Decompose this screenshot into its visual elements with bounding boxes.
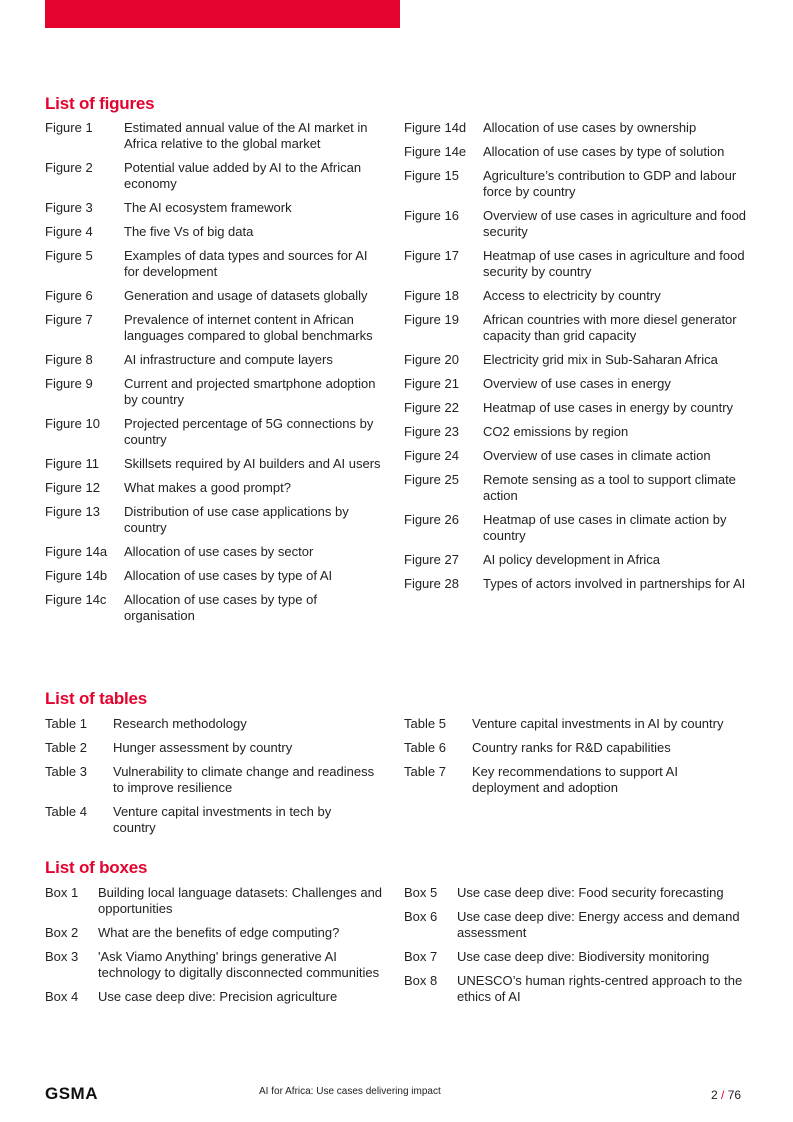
figure-entry-label: Figure 22 [404,400,459,415]
figure-entry-label: Figure 14d [404,120,467,135]
figure-entry-title: The five Vs of big data [124,224,254,239]
figure-entry-title: Generation and usage of datasets globally [124,288,368,303]
box-entry-title: Use case deep dive: Food security forecasting [457,885,724,900]
table-entry-label: Table 3 [45,764,87,779]
table-entry-label: Table 6 [404,740,446,755]
figure-entry-label: Figure 15 [404,168,459,183]
figure-entry-title: Agriculture’s contribution to GDP and labour force by country [483,168,737,199]
figure-entry-label: Figure 18 [404,288,459,303]
figure-entry-label: Figure 9 [45,376,93,391]
figure-entry-label: Figure 14a [45,544,108,559]
figure-entry-label: Figure 14c [45,592,107,607]
figure-entry-label: Figure 28 [404,576,459,591]
figure-entry-label: Figure 3 [45,200,93,215]
boxes-left-column [45,885,390,1013]
box-entry-label: Box 1 [45,885,79,900]
figure-entry-title: AI policy development in Africa [483,552,661,567]
figure-entry-title: Heatmap of use cases in agriculture and food security by country [483,248,745,279]
figure-entry[interactable] [45,120,385,152]
figure-entry-label: Figure 23 [404,424,459,439]
figure-entry-label: Figure 24 [404,448,459,463]
box-entry-label: Box 5 [404,885,438,900]
figure-entry[interactable] [45,200,385,216]
boxes-right-column [404,885,752,1013]
table-entry-label: Table 5 [404,716,446,731]
table-entry[interactable] [45,716,375,732]
box-entry[interactable] [45,885,390,917]
figure-entry-label: Figure 1 [45,120,93,135]
table-entry-title: Venture capital investments in AI by country [472,716,724,731]
figure-entry-title: Allocation of use cases by type of solution [483,144,725,159]
figure-entry-title: AI infrastructure and compute layers [124,352,333,367]
figure-entry[interactable] [404,144,752,160]
figure-entry-title: The AI ecosystem framework [124,200,292,215]
box-entry-label: Box 4 [45,989,79,1004]
box-entry-title: Building local language datasets: Challenges and opportunities [98,885,383,916]
box-entry-title: 'Ask Viamo Anything' brings generative AI technology to digitally disconnected communities [98,949,380,980]
figure-entry-title: Allocation of use cases by ownership [483,120,697,135]
figure-entry-title: Estimated annual value of the AI market in Africa relative to the global market [124,120,368,151]
box-entry[interactable] [404,909,752,941]
figure-entry-label: Figure 20 [404,352,459,367]
figure-entry-label: Figure 4 [45,224,93,239]
figure-entry[interactable] [45,248,385,280]
figure-entry[interactable] [45,312,385,344]
figure-entry[interactable] [404,208,752,240]
tables-right-column [404,716,734,804]
table-entry-label: Table 4 [45,804,87,819]
figure-entry-label: Figure 10 [45,416,100,431]
figure-entry-title: Prevalence of internet content in African languages compared to global benchmarks [124,312,373,343]
figure-entry-title: Current and projected smartphone adoption by country [124,376,376,407]
table-entry-title: Venture capital investments in tech by country [113,804,332,835]
figure-entry-title: Allocation of use cases by type of AI [124,568,333,583]
table-entry-label: Table 2 [45,740,87,755]
figure-entry[interactable] [45,456,385,472]
box-entry-title: UNESCO’s human rights-centred approach to the ethics of AI [457,973,743,1004]
figure-entry-title: What makes a good prompt? [124,480,291,495]
figure-entry[interactable] [404,288,752,304]
figure-entry-title: Examples of data types and sources for AI for development [124,248,368,279]
box-entry[interactable] [45,949,390,981]
figure-entry[interactable] [45,480,385,496]
table-entry[interactable] [404,740,734,756]
figure-entry[interactable] [404,552,752,568]
figure-entry-title: Allocation of use cases by sector [124,544,314,559]
figure-entry-label: Figure 27 [404,552,459,567]
box-entry[interactable] [404,973,752,1005]
box-entry-label: Box 3 [45,949,79,964]
figure-entry-title: Potential value added by AI to the African economy [124,160,362,191]
table-entry-title: Key recommendations to support AI deployment and adoption [472,764,678,795]
figure-entry[interactable] [45,288,385,304]
figure-entry[interactable] [404,248,752,280]
figures-section-title: List of figures [45,94,155,113]
box-entry-label: Box 8 [404,973,438,988]
figure-entry-title: Overview of use cases in energy [483,376,671,391]
box-entry[interactable] [404,949,752,965]
box-entry[interactable] [45,925,390,941]
figure-entry[interactable] [45,416,385,448]
figure-entry-title: Access to electricity by country [483,288,661,303]
figure-entry[interactable] [404,312,752,344]
figure-entry-title: Distribution of use case applications by country [124,504,349,535]
figure-entry-label: Figure 26 [404,512,459,527]
figure-entry[interactable] [404,352,752,368]
box-entry-title: Use case deep dive: Energy access and demand assessment [457,909,740,940]
table-entry-label: Table 1 [45,716,87,731]
table-entry[interactable] [45,764,375,796]
figure-entry[interactable] [404,512,752,544]
figure-entry-label: Figure 16 [404,208,459,223]
figure-entry[interactable] [45,592,385,624]
figure-entry-title: Electricity grid mix in Sub-Saharan Africa [483,352,718,367]
figure-entry-label: Figure 2 [45,160,93,175]
figure-entry-title: African countries with more diesel generator capacity than grid capacity [483,312,737,343]
table-entry-title: Vulnerability to climate change and readiness to improve resilience [113,764,375,795]
figure-entry[interactable] [404,424,752,440]
box-entry-label: Box 2 [45,925,79,940]
table-entry[interactable] [45,740,375,756]
figure-entry-label: Figure 17 [404,248,459,263]
figure-entry[interactable] [45,376,385,408]
figure-entry[interactable] [45,352,385,368]
box-entry-label: Box 6 [404,909,438,924]
box-entry-label: Box 7 [404,949,438,964]
figure-entry-label: Figure 14b [45,568,108,583]
gsma-logo [45,1085,121,1101]
figure-entry-title: Overview of use cases in climate action [483,448,711,463]
figure-entry[interactable] [404,576,752,592]
figure-entry-label: Figure 11 [45,456,99,471]
box-entry[interactable] [404,885,752,901]
figure-entry[interactable] [45,504,385,536]
figure-entry-title: Skillsets required by AI builders and AI users [124,456,381,471]
figure-entry-title: CO2 emissions by region [483,424,629,439]
table-entry[interactable] [404,764,734,796]
figure-entry-label: Figure 12 [45,480,100,495]
figure-entry[interactable] [404,448,752,464]
box-entry-title: Use case deep dive: Precision agriculture [98,989,338,1004]
table-entry[interactable] [404,716,734,732]
figure-entry-label: Figure 8 [45,352,93,367]
figure-entry[interactable] [45,224,385,240]
figure-entry[interactable] [404,376,752,392]
figure-entry[interactable] [404,400,752,416]
figure-entry-label: Figure 14e [404,144,467,159]
figure-entry-label: Figure 5 [45,248,93,263]
figure-entry-label: Figure 6 [45,288,93,303]
table-entry-title: Country ranks for R&D capabilities [472,740,671,755]
header-accent-bar [45,0,400,28]
figure-entry-label: Figure 19 [404,312,459,327]
figure-entry-title: Heatmap of use cases in climate action by country [483,512,727,543]
tables-section-title: List of tables [45,689,148,708]
figure-entry-title: Heatmap of use cases in energy by country [483,400,734,415]
figure-entry[interactable] [404,168,752,200]
figures-left-column [45,120,385,632]
table-entry-label: Table 7 [404,764,446,779]
table-entry-title: Research methodology [113,716,247,731]
table-entry-title: Hunger assessment by country [113,740,293,755]
figure-entry-label: Figure 21 [404,376,459,391]
figure-entry[interactable] [404,120,752,136]
figure-entry-title: Allocation of use cases by type of organisation [124,592,317,623]
figure-entry-title: Overview of use cases in agriculture and food security [483,208,747,239]
figure-entry[interactable] [45,160,385,192]
page-current: 2 [711,1088,718,1102]
figure-entry-title: Projected percentage of 5G connections by country [124,416,374,447]
box-entry-title: What are the benefits of edge computing? [98,925,340,940]
figure-entry-label: Figure 13 [45,504,100,519]
figure-entry-title: Remote sensing as a tool to support climate action [483,472,736,503]
box-entry-title: Use case deep dive: Biodiversity monitoring [457,949,710,964]
page-separator: / [721,1088,725,1102]
gsma-logo-text: GSMA [45,1085,98,1101]
figures-right-column [404,120,752,600]
figure-entry-title: Types of actors involved in partnerships for AI [483,576,746,591]
box-entry[interactable] [45,989,390,1005]
figure-entry[interactable] [404,472,752,504]
boxes-section-title: List of boxes [45,858,148,877]
page-number [711,1088,741,1102]
figure-entry[interactable] [45,568,385,584]
figure-entry-label: Figure 25 [404,472,459,487]
page-total: 76 [727,1088,742,1102]
figure-entry-label: Figure 7 [45,312,93,327]
footer-document-title: AI for Africa: Use cases delivering impact [259,1086,441,1097]
table-entry[interactable] [45,804,375,836]
figure-entry[interactable] [45,544,385,560]
tables-left-column [45,716,375,844]
